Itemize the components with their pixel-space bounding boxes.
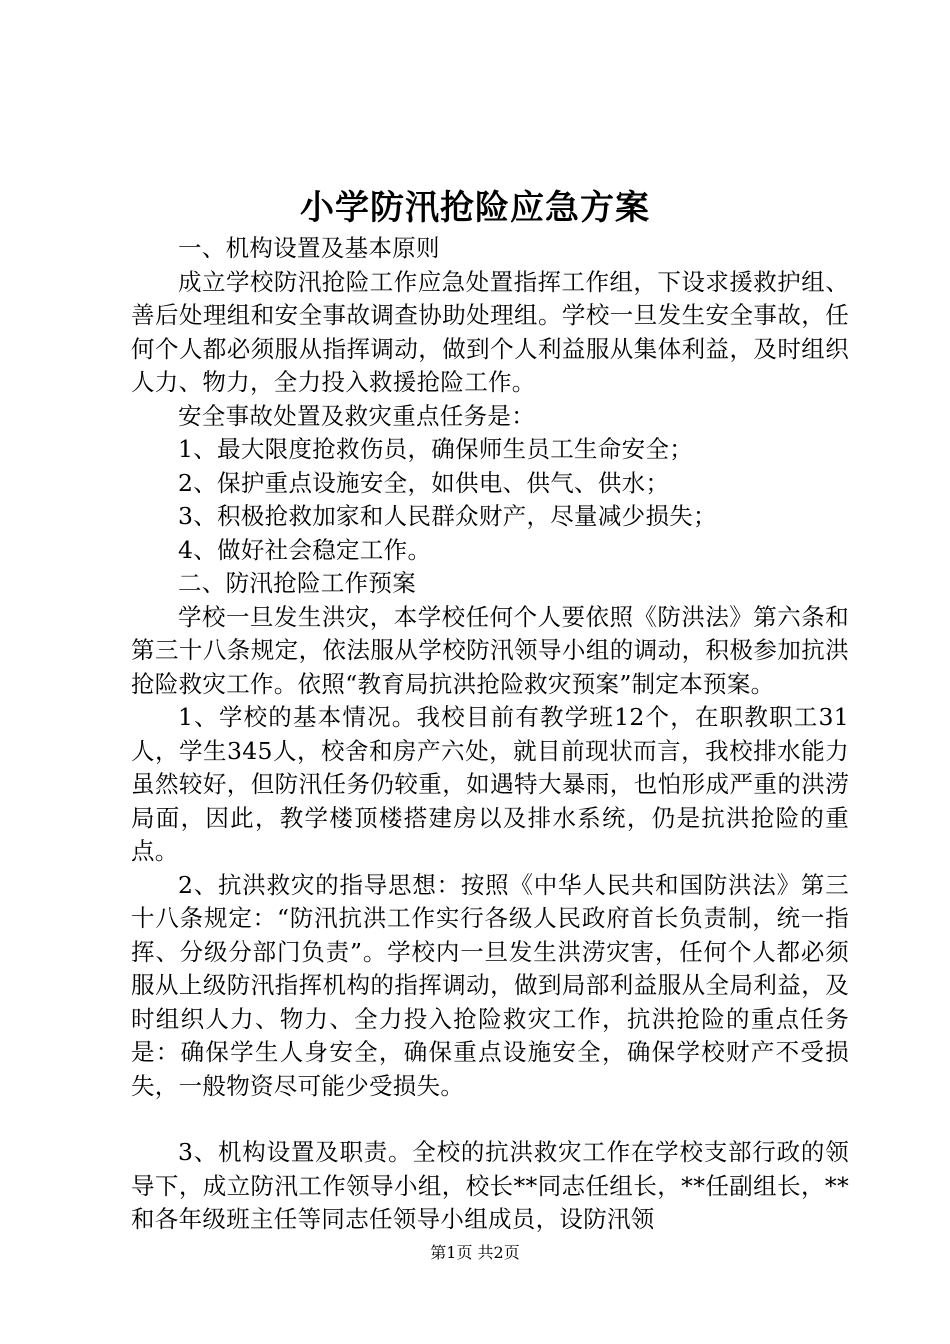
document-body	[131, 232, 849, 1237]
paragraph: 安全事故处置及救灾重点任务是：	[178, 401, 535, 430]
page-footer: 第1页 共2页	[430, 1243, 520, 1262]
paragraph: 3、机构设置及职责。全校的抗洪救灾工作在学校支部行政的领导下，成立防汛工作领导小组，校长**同志任组长，**任副组长，**和各年级班主任等同志任领导小组成员，设防汛领	[131, 1138, 849, 1233]
section-heading: 一、机构设置及基本原则	[178, 234, 440, 262]
paragraph: 2、抗洪救灾的指导思想：按照《中华人民共和国防洪法》第三十八条规定：“防汛抗洪工作实行各级人民政府首长负责制，统一指挥、分级分部门负责”。学校内一旦发生洪涝灾害，任何个人都必须服从上级防汛指挥机构的指挥调动，做到局部利益服从全局利益，及时组织人力、物力、全力投入抢险救灾工作，抗洪抢险的重点任务是：确保学生人身安全，确保重点设施安全，确保学校财产不受损失，一般物资尽可能少受损失。	[131, 870, 849, 1100]
list-item: 3、积极抢救加家和人民群众财产，尽量减少损失；	[178, 502, 717, 530]
document-title: 小学防汛抢险应急方案	[300, 188, 650, 228]
section-heading: 二、防汛抢险工作预案	[178, 569, 416, 597]
list-item: 4、做好社会稳定工作。	[178, 535, 432, 564]
list-item: 2、保护重点设施安全，如供电、供气、供水；	[178, 468, 670, 497]
paragraph: 成立学校防汛抢险工作应急处置指挥工作组，下设求援救护组、善后处理组和安全事故调查协助处理组。学校一旦发生安全事故，任何个人都必须服从指挥调动，做到个人利益服从集体利益，及时组织人力、物力，全力投入救援抢险工作。	[131, 267, 849, 396]
paragraph: 1、学校的基本情况。我校目前有教学班12个，在职教职工31人，学生345人，校舍和房产六处，就目前现状而言，我校排水能力虽然较好，但防汛任务仍较重，如遇特大暴雨，也怕形成严重的洪涝局面，因此，教学楼顶楼搭建房以及排水系统，仍是抗洪抢险的重点。	[131, 703, 849, 865]
paragraph: 学校一旦发生洪灾，本学校任何个人要依照《防洪法》第六条和第三十八条规定，依法服从学校防汛领导小组的调动，积极参加抗洪抢险救灾工作。依照“教育局抗洪抢险救灾预案”制定本预案。	[131, 602, 849, 698]
list-item: 1、最大限度抢救伤员，确保师生员工生命安全；	[178, 435, 694, 463]
